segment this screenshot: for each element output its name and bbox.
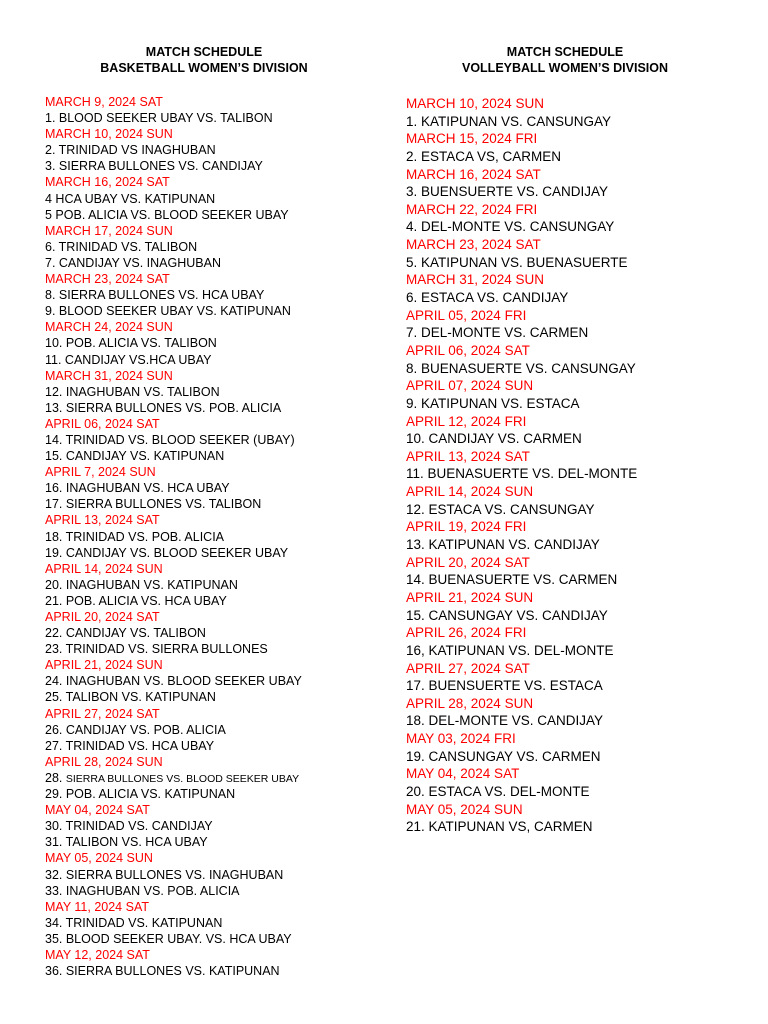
match-date: MARCH 23, 2024 SAT — [406, 237, 541, 253]
match-date: APRIL 21, 2024 SUN — [45, 658, 163, 673]
match-date: APRIL 21, 2024 SUN — [406, 589, 534, 605]
basketball-heading — [45, 44, 363, 76]
match-game: 7. CANDIJAY VS. INAGHUBAN — [45, 255, 221, 270]
match-game: 24. INAGHUBAN VS. BLOOD SEEKER UBAY — [45, 674, 302, 689]
match-game: 6. ESTACA VS. CANDIJAY — [406, 290, 569, 306]
match-game: 8. BUENASUERTE VS. CANSUNGAY — [406, 360, 636, 376]
basketball-heading-line2: BASKETBALL WOMEN’S DIVISION — [100, 61, 308, 75]
match-date: APRIL 05, 2024 FRI — [406, 307, 527, 323]
match-date: APRIL 14, 2024 SUN — [45, 561, 163, 576]
match-date: APRIL 20, 2024 SAT — [45, 610, 160, 624]
match-date: MARCH 17, 2024 SUN — [45, 223, 173, 238]
volleyball-heading — [406, 44, 724, 76]
match-game: 12. INAGHUBAN VS. TALIBON — [45, 384, 220, 399]
match-game: 5 POB. ALICIA VS. BLOOD SEEKER UBAY — [45, 207, 289, 222]
match-game: 13. KATIPUNAN VS. CANDIJAY — [406, 537, 600, 553]
match-game: 1. KATIPUNAN VS. CANSUNGAY — [406, 113, 612, 129]
match-game: 29. POB. ALICIA VS. KATIPUNAN — [45, 787, 236, 802]
match-date: APRIL 28, 2024 SUN — [45, 754, 163, 769]
match-game — [45, 770, 375, 786]
match-teams: SIERRA BULLONES VS. BLOOD SEEKER UBAY — [65, 772, 300, 785]
match-game: 11. BUENASUERTE VS. DEL-MONTE — [406, 466, 638, 482]
match-game: 15. CANDIJAY VS. KATIPUNAN — [45, 449, 225, 464]
match-game: 34. TRINIDAD VS. KATIPUNAN — [45, 915, 223, 930]
match-date: MARCH 23, 2024 SAT — [45, 272, 170, 287]
basketball-schedule — [45, 44, 375, 979]
match-date: APRIL 07, 2024 SUN — [406, 378, 534, 394]
match-game: 21. KATIPUNAN VS, CARMEN — [406, 819, 593, 835]
match-game: 14. BUENASUERTE VS. CARMEN — [406, 572, 618, 588]
match-game: 16, KATIPUNAN VS. DEL-MONTE — [406, 642, 614, 658]
match-game: 32. SIERRA BULLONES VS. INAGHUBAN — [45, 867, 284, 882]
match-game: 35. BLOOD SEEKER UBAY. VS. HCA UBAY — [45, 931, 292, 946]
match-game: 9. BLOOD SEEKER UBAY VS. KATIPUNAN — [45, 304, 291, 319]
match-game: 18. DEL-MONTE VS. CANDIJAY — [406, 713, 604, 729]
match-game: 31. TALIBON VS. HCA UBAY — [45, 835, 208, 850]
match-game: 10. CANDIJAY VS. CARMEN — [406, 431, 582, 447]
match-game: 22. CANDIJAY VS. TALIBON — [45, 626, 206, 641]
match-game: 23. TRINIDAD VS. SIERRA BULLONES — [45, 642, 268, 657]
match-date: APRIL 06, 2024 SAT — [45, 416, 160, 431]
match-game: 7. DEL-MONTE VS. CARMEN — [406, 325, 589, 341]
match-game: 27. TRINIDAD VS. HCA UBAY — [45, 738, 215, 753]
match-date: MARCH 15, 2024 FRI — [406, 131, 538, 147]
match-game: 9. KATIPUNAN VS. ESTACA — [406, 395, 580, 411]
match-game: 13. SIERRA BULLONES VS. POB. ALICIA — [45, 400, 282, 415]
match-game: 11. CANDIJAY VS.HCA UBAY — [45, 352, 212, 367]
match-game: 30. TRINIDAD VS. CANDIJAY — [45, 819, 213, 834]
match-date: APRIL 20, 2024 SAT — [406, 554, 530, 570]
match-date: APRIL 13, 2024 SAT — [406, 448, 530, 464]
match-game: 21. POB. ALICIA VS. HCA UBAY — [45, 593, 227, 608]
match-game: 36. SIERRA BULLONES VS. KATIPUNAN — [45, 964, 280, 979]
match-game: 3. BUENSUERTE VS. CANDIJAY — [406, 184, 609, 200]
match-date: MARCH 16, 2024 SAT — [45, 175, 170, 190]
match-date: MAY 03, 2024 FRI — [406, 731, 516, 747]
match-date: MAY 05, 2024 SUN — [406, 801, 523, 817]
match-game: 16. INAGHUBAN VS. HCA UBAY — [45, 481, 230, 496]
volleyball-schedule-list — [406, 95, 736, 836]
match-game: 3. SIERRA BULLONES VS. CANDIJAY — [45, 159, 263, 174]
match-game: 2. TRINIDAD VS INAGHUBAN — [45, 143, 216, 158]
match-game: 18. TRINIDAD VS. POB. ALICIA — [45, 529, 224, 544]
match-date: APRIL 26, 2024 FRI — [406, 625, 527, 641]
match-date: MARCH 22, 2024 FRI — [406, 201, 538, 217]
match-date: MAY 04, 2024 SAT — [406, 766, 520, 782]
match-date: APRIL 13, 2024 SAT — [45, 513, 160, 528]
match-game: 19. CANSUNGAY VS. CARMEN — [406, 748, 601, 764]
match-game: 1. BLOOD SEEKER UBAY VS. TALIBON — [45, 111, 273, 126]
match-date: APRIL 28, 2024 SUN — [406, 695, 534, 711]
match-game: 33. INAGHUBAN VS. POB. ALICIA — [45, 883, 240, 898]
match-date: MAY 11, 2024 SAT — [45, 899, 149, 914]
match-date: MARCH 10, 2024 SUN — [406, 96, 545, 111]
match-date: APRIL 14, 2024 SUN — [406, 484, 534, 500]
match-date: MARCH 31, 2024 SUN — [406, 272, 545, 288]
match-game: 15. CANSUNGAY VS. CANDIJAY — [406, 607, 608, 623]
match-game: 20. INAGHUBAN VS. KATIPUNAN — [45, 577, 238, 592]
match-game: 8. SIERRA BULLONES VS. HCA UBAY — [45, 288, 265, 303]
match-game: 6. TRINIDAD VS. TALIBON — [45, 239, 198, 254]
volleyball-schedule — [406, 44, 736, 836]
match-game: 19. CANDIJAY VS. BLOOD SEEKER UBAY — [45, 545, 289, 560]
basketball-heading-line1: MATCH SCHEDULE — [145, 45, 263, 59]
match-game: 2. ESTACA VS, CARMEN — [406, 148, 562, 164]
match-date: MAY 04, 2024 SAT — [45, 803, 150, 818]
match-date: MAY 12, 2024 SAT — [45, 947, 150, 962]
match-date: MAY 05, 2024 SUN — [45, 851, 153, 866]
match-date: MARCH 16, 2024 SAT — [406, 166, 541, 182]
match-game: 20. ESTACA VS. DEL-MONTE — [406, 783, 590, 799]
match-game: 12. ESTACA VS. CANSUNGAY — [406, 501, 595, 517]
match-game: 17. SIERRA BULLONES VS. TALIBON — [45, 497, 262, 512]
match-date: APRIL 06, 2024 SAT — [406, 342, 530, 358]
match-game: 4 HCA UBAY VS. KATIPUNAN — [45, 191, 216, 206]
match-date: MARCH 31, 2024 SUN — [45, 368, 173, 383]
match-date: MARCH 24, 2024 SUN — [45, 320, 173, 335]
match-game: 25. TALIBON VS. KATIPUNAN — [45, 690, 216, 705]
match-number: 28. — [45, 770, 66, 785]
match-game: 5. KATIPUNAN VS. BUENASUERTE — [406, 254, 628, 270]
volleyball-heading-line1: MATCH SCHEDULE — [506, 45, 624, 59]
match-game: 10. POB. ALICIA VS. TALIBON — [45, 336, 217, 351]
match-game: 26. CANDIJAY VS. POB. ALICIA — [45, 722, 226, 737]
match-date: APRIL 27, 2024 SAT — [406, 660, 530, 676]
match-game: 17. BUENSUERTE VS. ESTACA — [406, 678, 603, 694]
match-date: MARCH 9, 2024 SAT — [45, 95, 163, 109]
match-date: MARCH 10, 2024 SUN — [45, 127, 173, 142]
match-game: 14. TRINIDAD VS. BLOOD SEEKER (UBAY) — [45, 432, 295, 447]
match-date: APRIL 12, 2024 FRI — [406, 413, 527, 429]
match-date: APRIL 19, 2024 FRI — [406, 519, 527, 535]
match-date: APRIL 7, 2024 SUN — [45, 465, 156, 480]
match-date: APRIL 27, 2024 SAT — [45, 706, 160, 721]
basketball-schedule-list — [45, 94, 375, 979]
volleyball-heading-line2: VOLLEYBALL WOMEN’S DIVISION — [461, 61, 669, 75]
match-game: 4. DEL-MONTE VS. CANSUNGAY — [406, 219, 615, 235]
